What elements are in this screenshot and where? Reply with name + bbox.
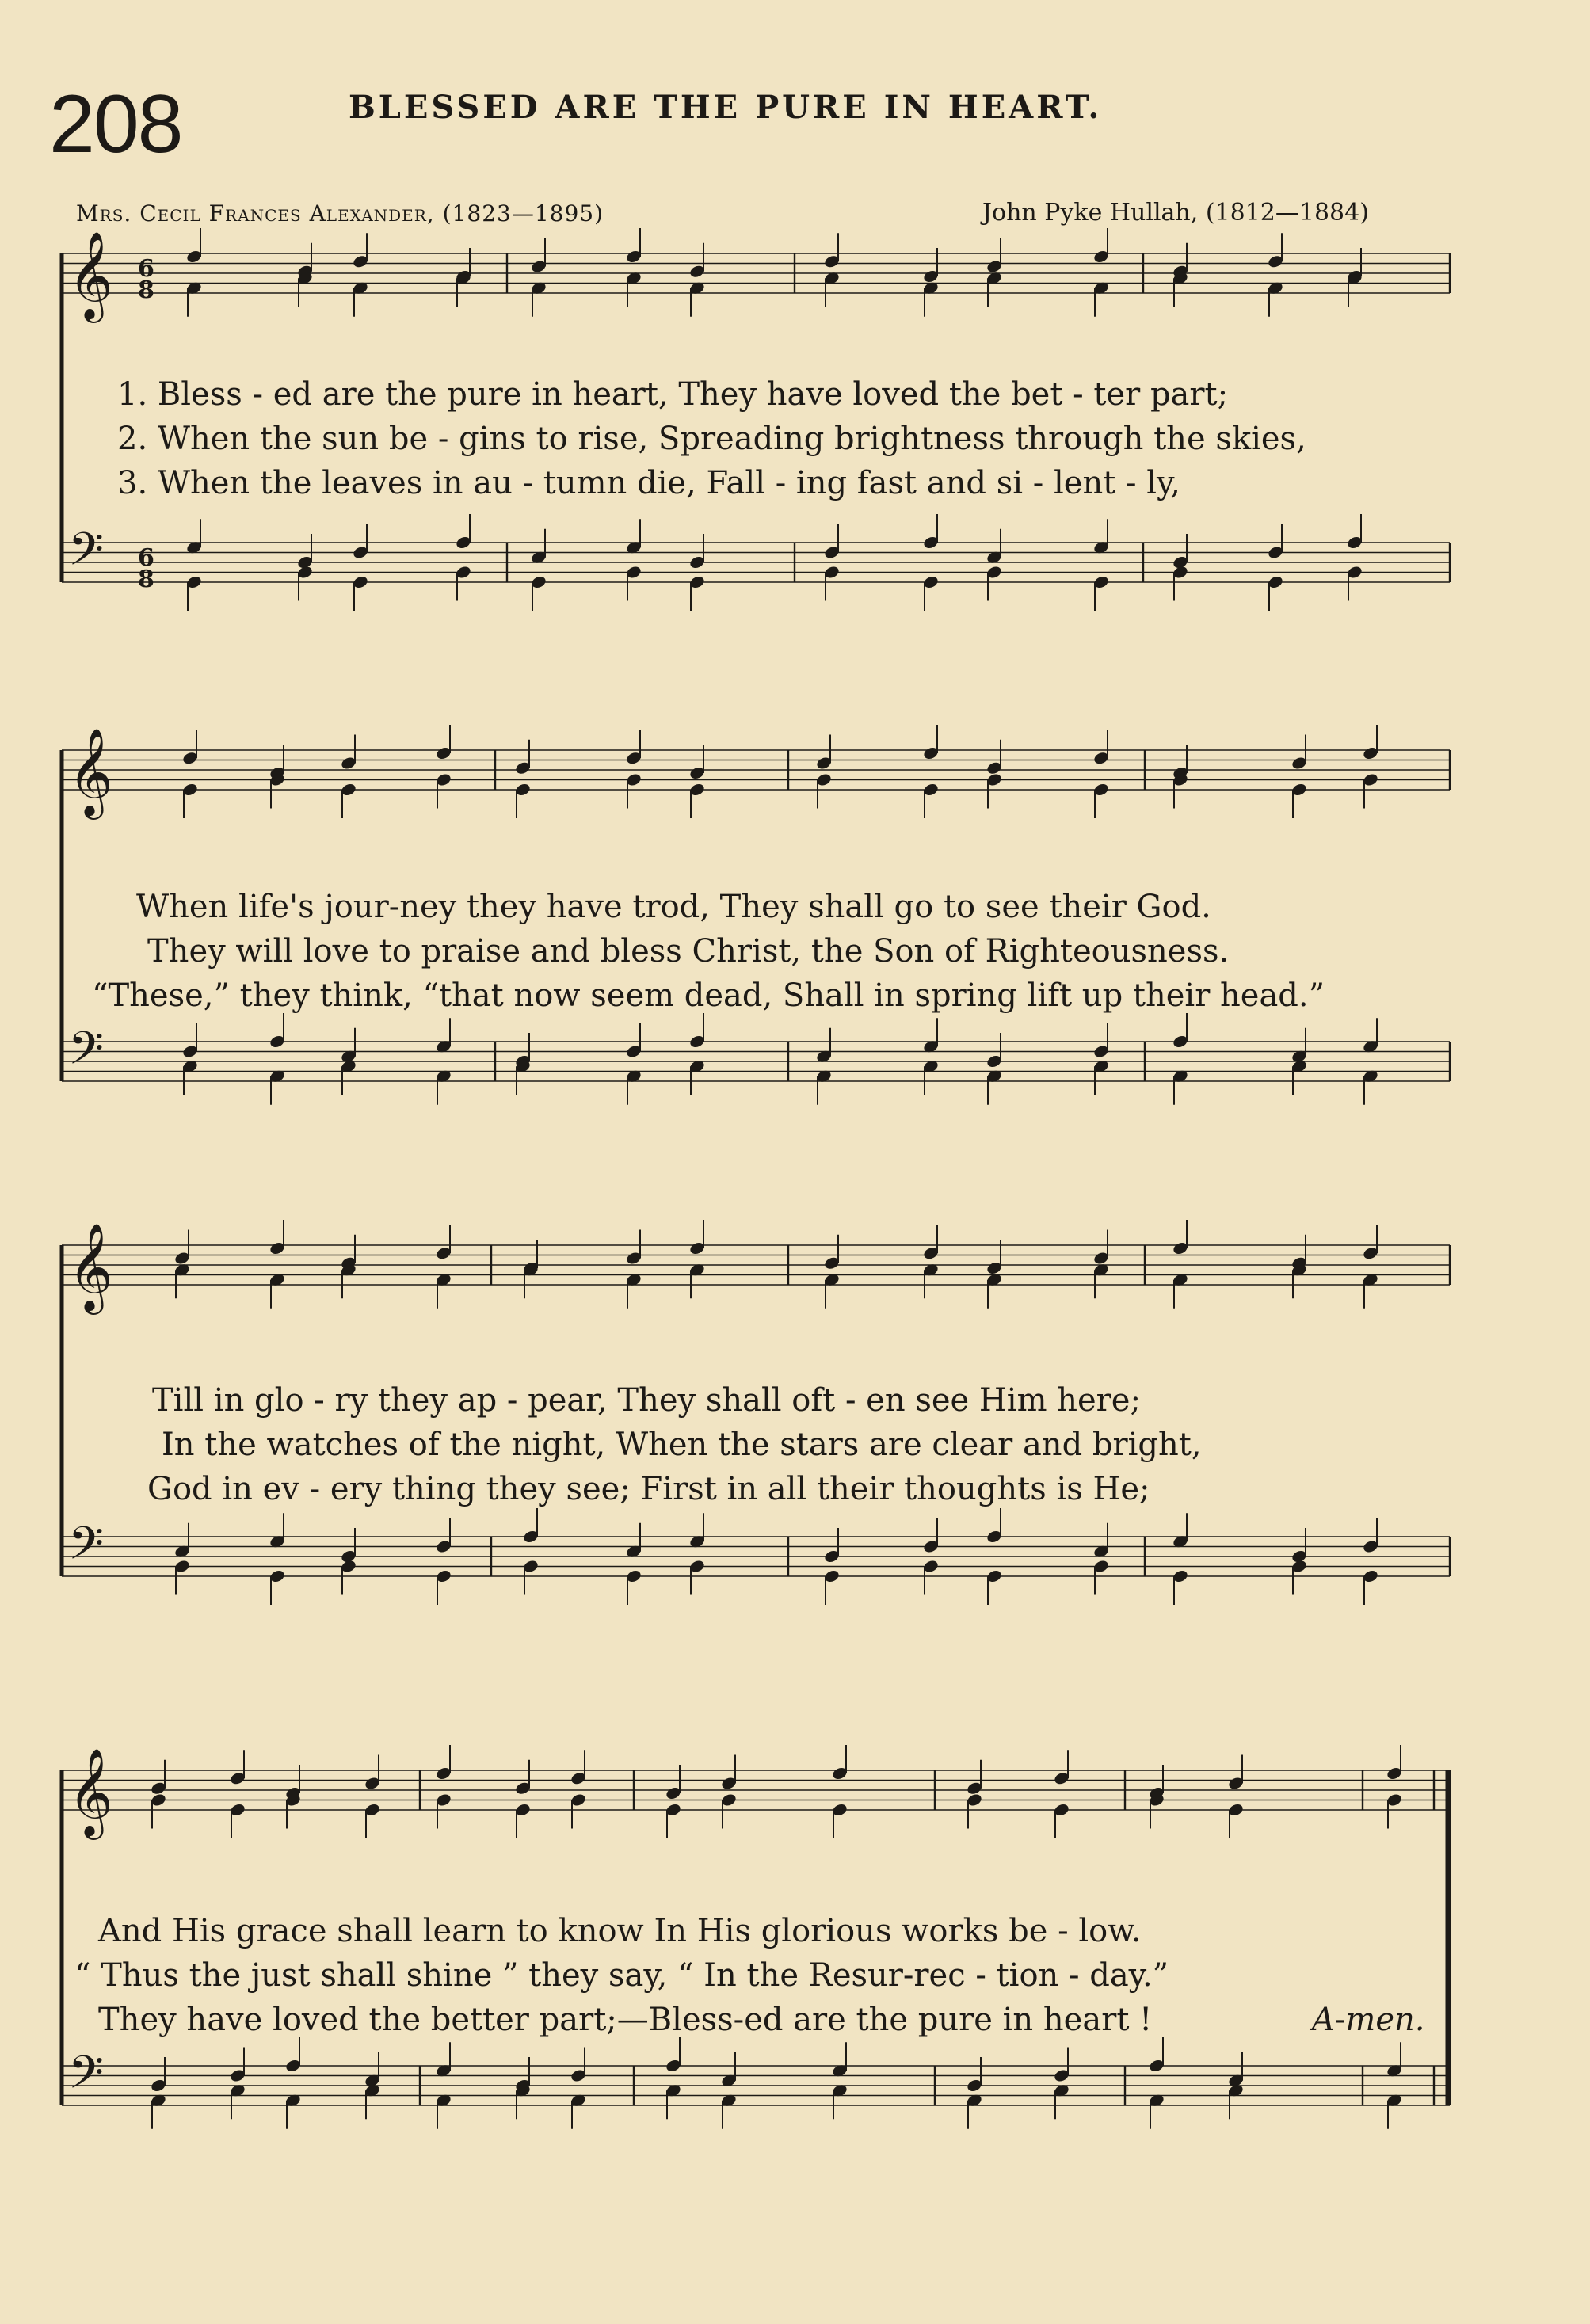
lyric-line: “ Thus the just shall shine ” they say, “ In the Resur-rec - tion - day.” — [74, 1957, 1169, 1994]
time-signature-top: 6 — [138, 544, 154, 572]
hymn-title: BLESSED ARE THE PURE IN HEART. — [349, 89, 1103, 126]
lyric-line: They will love to praise and bless Christ, the Son of Righteousness. — [147, 933, 1230, 970]
bass-clef: 𝄢 — [68, 1021, 105, 1087]
lyric-line: Till in glo - ry they ap - pear, They shall oft - en see Him here; — [152, 1382, 1141, 1419]
lyric-line: 2. When the sun be - gins to rise, Spreading brightness through the skies, — [117, 421, 1306, 457]
time-signature-top: 6 — [138, 255, 154, 283]
bass-clef: 𝄢 — [68, 522, 105, 588]
composer-credit: John Pyke Hullah, (1812—1884) — [982, 199, 1369, 227]
bass-clef: 𝄢 — [68, 1516, 105, 1582]
lyric-line: 3. When the leaves in au - tumn die, Fall - ing fast and si - lent - ly, — [117, 465, 1181, 501]
lyric-line: They have loved the better part;—Bless-ed are the pure in heart ! — [98, 2002, 1153, 2038]
treble-clef: 𝄞 — [68, 230, 113, 319]
treble-clef: 𝄞 — [68, 1222, 113, 1311]
lyric-line: And His grace shall learn to know In His glorious works be - low. — [98, 1913, 1142, 1949]
bass-clef: 𝄢 — [68, 2045, 105, 2111]
time-signature-bottom: 8 — [138, 566, 154, 593]
treble-clef: 𝄞 — [68, 727, 113, 816]
lyric-line: God in ev - ery thing they see; First in all their thoughts is He; — [147, 1471, 1150, 1507]
lyric-line: When life's jour-ney they have trod, They shall go to see their God. — [136, 889, 1211, 925]
author-credit: Mrs. Cecil Frances Alexander, (1823—1895) — [76, 200, 604, 227]
lyric-line: In the watches of the night, When the stars are clear and bright, — [162, 1427, 1202, 1463]
hymn-number: 208 — [49, 78, 182, 170]
lyric-line: 1. Bless - ed are the pure in heart, They have loved the bet - ter part; — [117, 376, 1229, 413]
amen-label: A-men. — [1312, 2002, 1425, 2038]
lyric-line: “These,” they think, “that now seem dead, Shall in spring lift up their head.” — [92, 977, 1325, 1014]
time-signature-bottom: 8 — [138, 276, 154, 304]
treble-clef: 𝄞 — [68, 1747, 113, 1836]
